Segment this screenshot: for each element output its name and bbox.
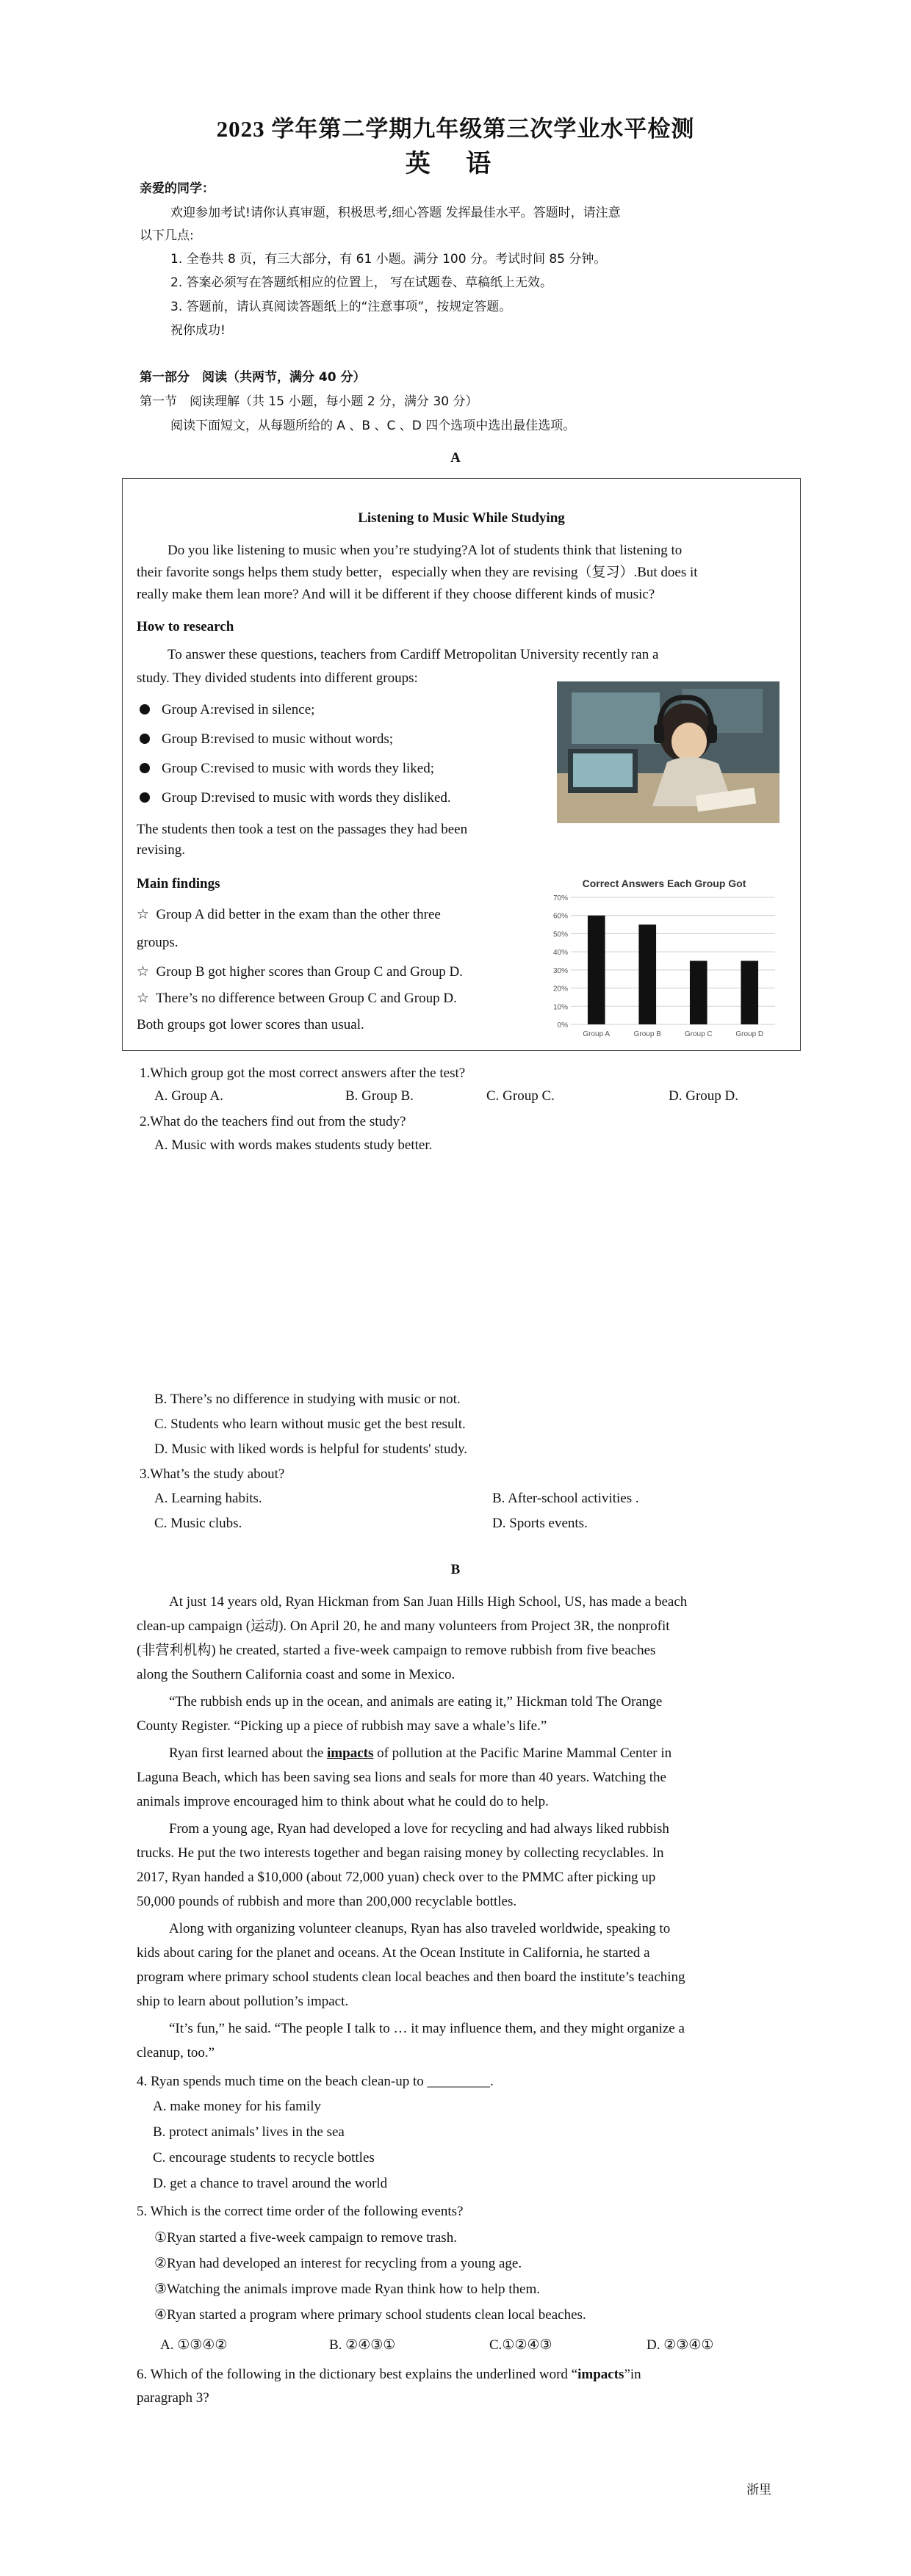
paragraph-line: ship to learn about pollution’s impact. [137, 1994, 349, 2009]
bullet-icon [140, 792, 150, 803]
bullet-icon [140, 763, 150, 773]
paragraph-line: County Register. “Picking up a piece of rubbish may save a whale’s life.” [137, 1718, 547, 1734]
chart-bar [690, 961, 707, 1025]
paragraph-line: Do you like listening to music when you’re studying?A lot of students think that listening to [168, 543, 683, 558]
question-stem: 1.Which group got the most correct answers after the test? [140, 1066, 466, 1081]
chart-y-tick-label: 50% [552, 930, 568, 939]
paragraph-line: 50,000 pounds of rubbish and more than 200,000 recyclable bottles. [137, 1894, 517, 1909]
section-heading: 第一节 阅读理解（共 15 小题，每小题 2 分，满分 30 分） [140, 394, 478, 409]
finding-item: ☆ Group B got higher scores than Group C and Group D. [137, 964, 463, 980]
paragraph-line: Along with organizing volunteer cleanups, Ryan has also traveled worldwide, speaking to [169, 1921, 671, 1936]
paragraph-line: really make them lean more? And will it be different if they choose different kinds of music? [137, 587, 655, 602]
paragraph-line: 2017, Ryan handed a $10,000 (about 72,000 yuan) check over to the PMMC after picking up [137, 1870, 656, 1885]
chart-title: Correct Answers Each Group Got [582, 878, 746, 889]
q1-option-a[interactable]: A. Group A. [154, 1088, 223, 1104]
q5-option-d[interactable]: D. ②③④① [647, 2337, 714, 2353]
chart-x-tick-label: Group A [583, 1030, 611, 1038]
paragraph-line: animals improve encouraged him to think about what he could do to help. [137, 1794, 549, 1809]
chart-y-tick-label: 60% [552, 912, 568, 921]
q3-option-b[interactable]: B. After-school activities . [492, 1491, 639, 1506]
group-list-item: Group D:revised to music with words they disliked. [140, 789, 451, 807]
greeting: 亲爱的同学： [140, 181, 215, 196]
underlined-word-impacts: impacts [327, 1745, 374, 1761]
paragraph-line: “The rubbish ends up in the ocean, and animals are eating it,” Hickman told The Orange [169, 1694, 663, 1710]
chart-bar [638, 925, 656, 1024]
question-stem: 3.What’s the study about? [140, 1466, 285, 1482]
chart-y-tick-label: 30% [552, 966, 568, 975]
chart-y-tick-label: 70% [552, 894, 568, 902]
q5-event: ②Ryan had developed an interest for recycling from a young age. [154, 2256, 522, 2271]
group-list-item: Group B:revised to music without words; [140, 731, 393, 748]
paragraph-line: From a young age, Ryan had developed a love for recycling and had always liked rubbish [169, 1821, 669, 1837]
student-headphones-illustration [557, 681, 779, 823]
q5-event: ③Watching the animals improve made Ryan think how to help them. [154, 2282, 540, 2297]
instructions-item: 3. 答题前，请认真阅读答题纸上的“注意事项”，按规定答题。 [170, 300, 512, 314]
q2-option-a[interactable]: A. Music with words makes students study better. [154, 1137, 433, 1153]
q4-option-a[interactable]: A. make money for his family [153, 2099, 322, 2114]
paragraph-line: (非营利机构) he created, started a five-week campaign to remove rubbish from five beaches [137, 1643, 656, 1658]
star-icon: ☆ [137, 964, 150, 980]
q5-option-a[interactable]: A. ①③④② [160, 2337, 228, 2353]
paragraph-line: “It’s fun,” he said. “The people I talk to … it may influence them, and they might organize a [169, 2021, 685, 2036]
q2-option-d[interactable]: D. Music with liked words is helpful for students' study. [154, 1441, 467, 1457]
paragraph-line: At just 14 years old, Ryan Hickman from San Juan Hills High School, US, has made a beach [169, 1594, 688, 1610]
chart-y-tick-label: 20% [552, 985, 568, 994]
bullet-icon [140, 734, 150, 744]
q5-option-b[interactable]: B. ②④③① [329, 2337, 396, 2353]
finding-item-cont: Both groups got lower scores than usual. [137, 1017, 364, 1032]
chart-x-tick-label: Group C [684, 1030, 713, 1038]
chart-y-tick-label: 0% [557, 1021, 568, 1030]
paragraph-line: study. They divided students into different groups: [137, 670, 418, 686]
instructions-item: 1. 全卷共 8 页，有三大部分，有 61 小题。满分 100 分。考试时间 85 分钟。 [170, 252, 607, 267]
chart-x-tick-label: Group D [735, 1030, 764, 1038]
paragraph-line: their favorite songs helps them study better，especially when they are revising（复习）.But does it [137, 565, 698, 580]
paragraph-line: program where primary school students clean local beaches and then board the institute’s teaching [137, 1969, 685, 1985]
passage-label-a: A [450, 450, 461, 466]
paragraph-line: cleanup, too.” [137, 2045, 215, 2061]
chart-y-tick-label: 10% [552, 1003, 568, 1012]
q4-option-d[interactable]: D. get a chance to travel around the world [153, 2176, 388, 2191]
group-list-item: Group A:revised in silence; [140, 701, 314, 719]
question-stem: 4. Ryan spends much time on the beach clean-up to _________. [137, 2074, 494, 2089]
q5-event: ①Ryan started a five-week campaign to remove trash. [154, 2230, 457, 2246]
paragraph-line: revising. [137, 842, 185, 858]
instructions-line: 欢迎参加考试!请你认真审题，积极思考,细心答题 发挥最佳水平。答题时，请注意 [170, 206, 621, 220]
exam-subject: 英 语 [405, 151, 506, 178]
instructions-wish: 祝你成功! [170, 323, 226, 338]
q1-option-d[interactable]: D. Group D. [669, 1088, 738, 1104]
q1-option-b[interactable]: B. Group B. [345, 1088, 414, 1104]
paragraph-line: kids about caring for the planet and oceans. At the Ocean Institute in California, he started a [137, 1945, 650, 1961]
q4-option-c[interactable]: C. encourage students to recycle bottles [153, 2150, 375, 2166]
star-icon: ☆ [137, 907, 150, 922]
chart-bar [741, 961, 758, 1025]
directions: 阅读下面短文，从每题所给的 A 、B 、C 、D 四个选项中选出最佳选项。 [170, 419, 576, 433]
bullet-icon [140, 704, 150, 714]
finding-item: ☆ There’s no difference between Group C and Group D. [137, 991, 457, 1006]
q3-option-a[interactable]: A. Learning habits. [154, 1491, 262, 1506]
q3-option-d[interactable]: D. Sports events. [492, 1516, 588, 1531]
q5-event: ④Ryan started a program where primary school students clean local beaches. [154, 2307, 586, 2323]
paragraph-line: Ryan first learned about the impacts of pollution at the Pacific Marine Mammal Center in [169, 1745, 672, 1761]
paragraph-line: clean-up campaign (运动). On April 20, he and many volunteers from Project 3R, the nonprofit [137, 1618, 670, 1634]
paragraph-line: trucks. He put the two interests together and began raising money by collecting recyclables. In [137, 1845, 664, 1861]
q1-option-c[interactable]: C. Group C. [486, 1088, 555, 1104]
question-stem: 5. Which is the correct time order of the following events? [137, 2204, 464, 2219]
paragraph-line: The students then took a test on the passages they had been [137, 822, 468, 837]
finding-item-cont: groups. [137, 935, 179, 950]
question-stem: 6. Which of the following in the dictionary best explains the underlined word “impacts”in [137, 2367, 641, 2382]
chart-y-tick-label: 40% [552, 949, 568, 958]
chart-x-tick-label: Group B [633, 1030, 661, 1038]
main-findings-heading: Main findings [137, 876, 220, 891]
paragraph-line: To answer these questions, teachers from Cardiff Metropolitan University recently ran a [168, 647, 659, 662]
q2-option-c[interactable]: C. Students who learn without music get the best result. [154, 1417, 466, 1432]
how-to-research-heading: How to research [137, 619, 234, 634]
q2-option-b[interactable]: B. There’s no difference in studying with music or not. [154, 1392, 461, 1407]
instructions-line: 以下几点: [140, 228, 194, 243]
answer-blank[interactable]: _________. [427, 2074, 494, 2089]
question-stem: 2.What do the teachers find out from the study? [140, 1114, 406, 1129]
region-footer: 浙里 [746, 2483, 771, 2497]
paragraph-line: Laguna Beach, which has been saving sea lions and seals for more than 40 years. Watching the [137, 1770, 666, 1785]
correct-answers-chart [546, 874, 782, 1046]
q5-option-c[interactable]: C.①②④③ [489, 2337, 552, 2353]
quoted-word-impacts: impacts [577, 2367, 624, 2382]
instructions-item: 2. 答案必须写在答题纸相应的位置上， 写在试题卷、草稿纸上无效。 [170, 275, 553, 290]
finding-item: ☆ Group A did better in the exam than the other three [137, 907, 441, 922]
question-stem-cont: paragraph 3? [137, 2390, 209, 2406]
paragraph-line: along the Southern California coast and some in Mexico. [137, 1667, 455, 1682]
q4-option-b[interactable]: B. protect animals’ lives in the sea [153, 2124, 345, 2140]
passage-label-b: B [450, 1562, 461, 1577]
star-icon: ☆ [137, 991, 150, 1006]
group-list-item: Group C:revised to music with words they liked; [140, 760, 434, 778]
passage-a-title: Listening to Music While Studying [358, 510, 565, 526]
exam-title: 2023 学年第二学期九年级第三次学业水平检测 [216, 116, 695, 142]
chart-bar [588, 916, 605, 1024]
part-heading: 第一部分 阅读（共两节，满分 40 分） [140, 370, 366, 385]
q3-option-c[interactable]: C. Music clubs. [154, 1516, 242, 1531]
